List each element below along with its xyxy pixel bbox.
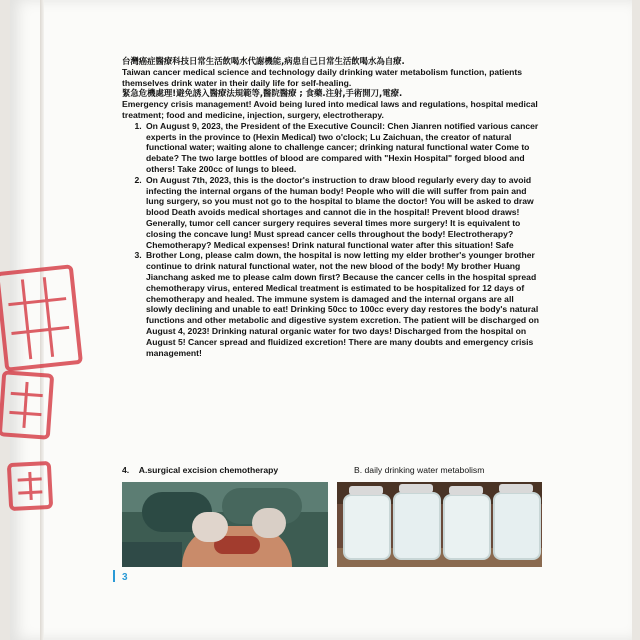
red-seal-stamp-icon xyxy=(7,461,53,511)
numbered-list xyxy=(122,121,542,359)
red-seal-stamp-icon xyxy=(0,370,54,439)
zh-subtitle: 緊急危機處理!避免誘入醫療法規範等,醫院醫療 ; 食藥.注射,手術開刀,電療. xyxy=(122,88,403,99)
zh-title: 台灣癌症醫療科技日常生活飲喝水代謝機能,病患自己日常生活飲喝水為自療. xyxy=(122,56,405,66)
red-seal-stamp-icon xyxy=(0,264,83,372)
water-jars-photo-icon xyxy=(337,482,542,567)
list-item: 3. Brother Long, please calm down, the hospital is now letting my elder brother's younger brother continue to drink natural functional water, not the new blood of the body! My brother Huang Jianchang asked me to please calm down first? Because the cancer cells in the hospital spread chemotherapy virus, entered Medical treatment is estimated to be hospitalized for 12 days of chemotherapy and healed. The immune system is damaged and the internal organs are all slowly declining and unable to eat! Drinking 50cc to 100cc every day restores the body's natural functions and other metabolic and digestive system excretion. The patient will be discharged on August 4, 2023! Drinking natural organic water for two days! Discharged from the hospital on August 5! Cancer spread and fluidized excretion! There are many doubts and emergency crisis management! xyxy=(144,250,542,358)
en-subtitle: Emergency crisis management! Avoid being lured into medical laws and regulations, hospital medical treatment; food and medicine, injection, surgery, electrotherapy. xyxy=(122,99,538,120)
list-item: 2. On August 7th, 2023, this is the doctor's instruction to draw blood regularly every day to avoid infecting the internal organs of the human body! People who will die will suffer from pain and lung surgery, so you must not go to the hospital to blame the doctor! You will be asked to draw blood Death avoids medical shortages and cannot die in the hospital! Prevent blood draws! Generally, tumor cell cancer surgery requires several times more surgery! It is equivalent to closing the concave lung! Must spread cancer cells throughout the body! Electrotherapy? Chemotherapy? Medical expenses! Drink natural functional water after this situation! Safe xyxy=(144,175,542,251)
page-number-rule xyxy=(113,570,115,582)
caption-a-text: A.surgical excision chemotherapy xyxy=(138,465,279,475)
caption-number: 4. xyxy=(122,465,130,475)
surgery-photo-icon xyxy=(122,482,328,567)
caption-a xyxy=(122,465,278,475)
en-title: Taiwan cancer medical science and technology daily drinking water metabolism function, patients themselves drink water in their daily life for self-healing. xyxy=(122,66,523,88)
list-item: 1. On August 9, 2023, the President of the Executive Council: Chen Jianren notified various cancer experts in the province to (Hexin Medical) two o'clock; Lu Zaichuan, the creator of natural functional water; waiting alone to challenge cancer; drinking natural functional water Come to debate? The two large bottles of blood are compared with "Hexin Hospital" forged blood and others! Take 200cc of lungs to bleed. xyxy=(144,121,542,175)
caption-b: B. daily drinking water metabolism xyxy=(354,465,485,475)
page-number: 3 xyxy=(122,572,128,583)
document-body xyxy=(122,56,542,358)
